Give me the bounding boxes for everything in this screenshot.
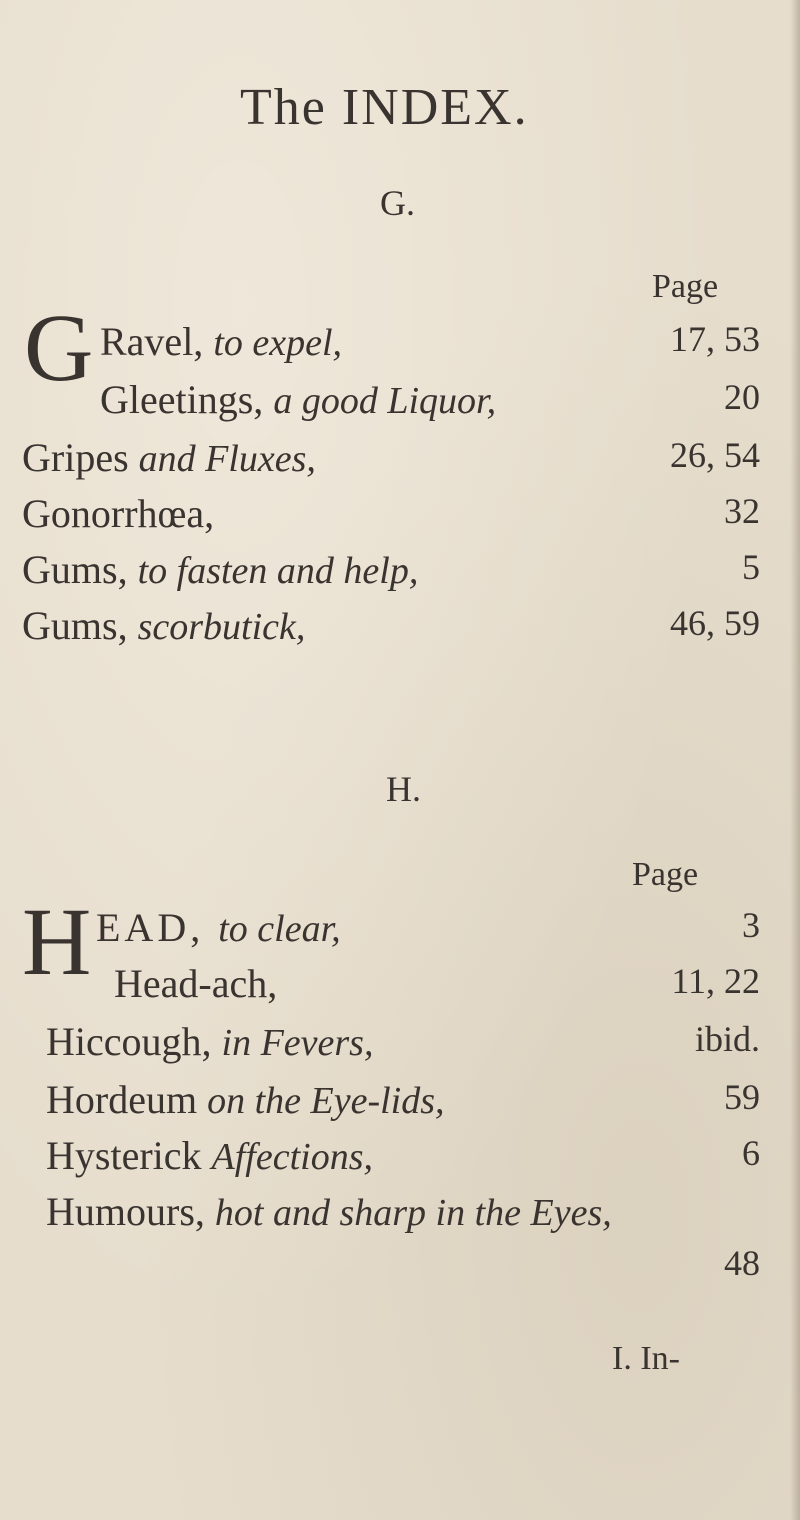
entry-description: and Fluxes, bbox=[138, 438, 316, 480]
entry-pages: 6 bbox=[742, 1133, 760, 1173]
entry-term: Hysterick bbox=[46, 1133, 202, 1178]
entry-pages: 48 bbox=[724, 1243, 760, 1283]
entry-term: Gums, bbox=[22, 547, 128, 592]
drop-cap-h: H bbox=[22, 888, 92, 995]
entry-description: a good Liquor, bbox=[273, 380, 497, 422]
entry-term: Hiccough, bbox=[46, 1019, 212, 1064]
entry-term: Gums, bbox=[22, 603, 128, 648]
index-entry bbox=[0, 318, 760, 372]
entry-description: to clear, bbox=[218, 908, 341, 950]
entry-pages: 3 bbox=[742, 905, 760, 945]
entry-pages: 59 bbox=[724, 1077, 760, 1117]
drop-cap-g: G bbox=[24, 294, 94, 401]
entry-description: hot and sharp in the Eyes, bbox=[214, 1192, 612, 1234]
entry-pages: 26, 54 bbox=[670, 435, 760, 475]
index-entry bbox=[0, 602, 760, 656]
index-entry bbox=[0, 1188, 760, 1283]
index-entry bbox=[0, 546, 760, 600]
index-entry bbox=[0, 490, 760, 544]
entry-term: Ravel, bbox=[100, 319, 204, 364]
index-entry bbox=[0, 904, 760, 958]
entry-pages: 17, 53 bbox=[670, 319, 760, 359]
entry-term: Gonorrhœa, bbox=[22, 491, 215, 536]
entry-term: Gleetings, bbox=[100, 377, 264, 422]
column-head-page-h: Page bbox=[632, 856, 699, 893]
section-letter-g: G. bbox=[380, 183, 415, 223]
entry-pages: 11, 22 bbox=[671, 961, 760, 1001]
column-head-page-g: Page bbox=[652, 268, 719, 305]
entry-pages: 20 bbox=[724, 377, 760, 417]
index-entry bbox=[0, 960, 760, 1014]
section-letter-h: H. bbox=[386, 769, 421, 809]
entry-term: Gripes bbox=[22, 435, 129, 480]
page-edge-shadow bbox=[790, 0, 800, 1520]
entry-term: Humours, bbox=[46, 1189, 205, 1234]
index-entry bbox=[0, 434, 760, 488]
catchword: I. In- bbox=[612, 1340, 680, 1377]
index-entry bbox=[0, 1076, 760, 1130]
entry-pages: 32 bbox=[724, 491, 760, 531]
index-entry bbox=[0, 1018, 760, 1072]
running-head: The INDEX. bbox=[240, 79, 529, 136]
entry-pages: 46, 59 bbox=[670, 603, 760, 643]
entry-term: EAD, bbox=[96, 905, 205, 950]
entry-pages: 5 bbox=[742, 547, 760, 587]
entry-pages: ibid. bbox=[694, 1019, 760, 1059]
index-entry bbox=[0, 376, 760, 430]
entry-term: Hordeum bbox=[46, 1077, 198, 1122]
entry-description: in Fevers, bbox=[221, 1022, 374, 1064]
entry-term: Head-ach, bbox=[114, 961, 278, 1006]
entry-description: to expel, bbox=[213, 322, 343, 364]
index-entry bbox=[0, 1132, 760, 1186]
entry-description: on the Eye-lids, bbox=[207, 1080, 445, 1122]
entry-description: scorbutick, bbox=[137, 606, 306, 648]
entry-description: to fasten and help, bbox=[137, 550, 419, 592]
entry-description: Affections, bbox=[211, 1136, 373, 1178]
